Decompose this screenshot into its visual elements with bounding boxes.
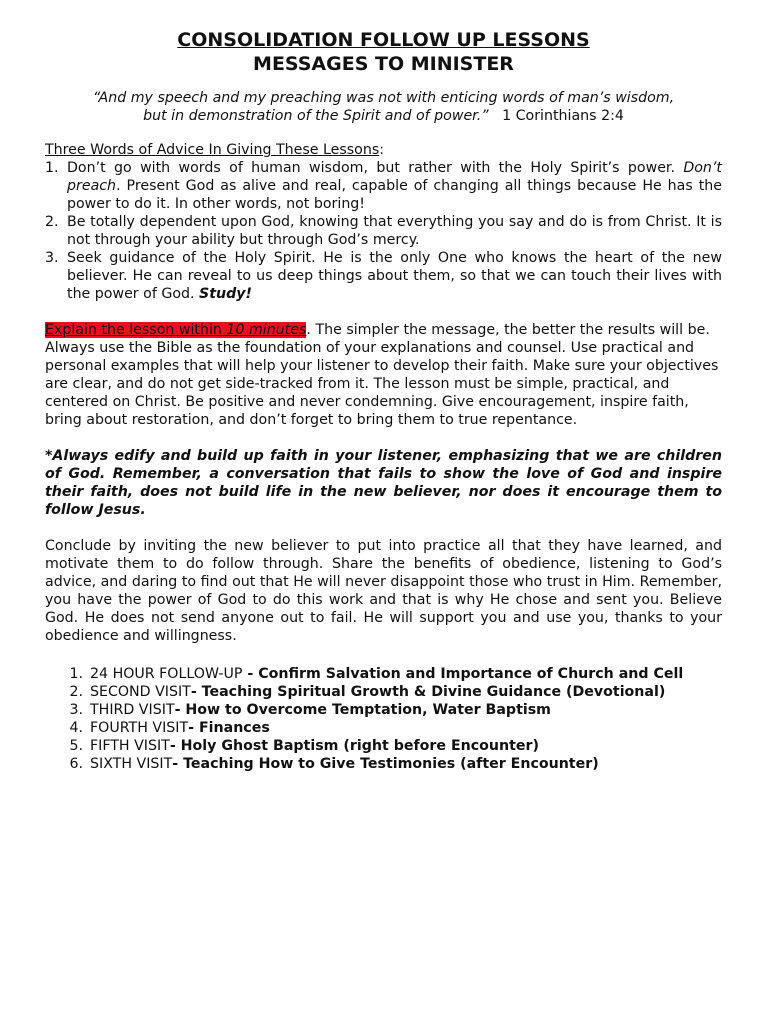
advice-heading-text: Three Words of Advice In Giving These Lessons <box>45 142 380 158</box>
scripture-quote <box>45 89 722 125</box>
visit-number: 4. <box>69 720 83 736</box>
advice-item-number: 3. <box>45 250 59 266</box>
emphasis-paragraph: *Always edify and build up faith in your listener, emphasizing that we are children of God. Remember, a conversation that fails to show the love of God and inspire their faith, does not build life in the new believer, nor does it encourage them to follow Jesus. <box>45 448 722 518</box>
highlighted-instruction <box>45 322 306 338</box>
advice-item-italic: Study! <box>199 286 253 302</box>
visit-label: 24 HOUR FOLLOW-UP <box>90 666 243 682</box>
advice-item-text-b: . Present God as alive and real, capable of changing all things because He has the power to do it. In other words, not boring! <box>67 178 722 212</box>
visit-description: - Teaching How to Give Testimonies (after Encounter) <box>172 756 599 772</box>
advice-item-text <box>67 249 722 303</box>
advice-item-text-a: Don’t go with words of human wisdom, but rather with the Holy Spirit’s power. <box>67 160 684 176</box>
visit-text <box>90 665 722 683</box>
visit-item <box>45 683 722 701</box>
document-title: CONSOLIDATION FOLLOW UP LESSONS <box>177 29 590 51</box>
quote-line-1: “And my speech and my preaching was not with enticing words of man’s wisdom, <box>92 90 675 106</box>
visit-number: 1. <box>69 666 83 682</box>
visit-item <box>45 719 722 737</box>
visits-list <box>45 665 722 773</box>
visit-text <box>90 719 722 737</box>
visit-number: 6. <box>69 756 83 772</box>
visit-description: - Teaching Spiritual Growth & Divine Guidance (Devotional) <box>190 684 666 700</box>
explain-text: . The simpler the message, the better the results will be. Always use the Bible as the foundation of your explanations and counsel. Use practical and personal examples that will help your listener to develop their faith. Make sure your objectives are clear, and do not get side-tracked from it. The lesson must be simple, practical, and centered on Christ. Be positive and never condemning. Give encouragement, inspire faith, bring about restoration, and don’t forget to bring them to true repentance. <box>45 322 719 428</box>
advice-item-number: 2. <box>45 214 59 230</box>
visit-description: - Holy Ghost Baptism (right before Encounter) <box>169 738 539 754</box>
advice-item <box>45 213 722 249</box>
visit-text <box>90 755 722 773</box>
visit-text <box>90 737 722 755</box>
visit-item <box>45 737 722 755</box>
advice-list <box>45 159 722 303</box>
visit-description: - How to Overcome Temptation, Water Baptism <box>174 702 551 718</box>
visit-label: THIRD VISIT <box>90 702 175 718</box>
conclusion-paragraph: Conclude by inviting the new believer to put into practice all that they have learned, and motivate them to do follow through. Share the benefits of obedience, listening to God’s advice, and daring to find out that He will never disappoint those who trust in Him. Remember, you have the power of God to do this work and that is why He chose and sent you. Believe God. He does not send anyone out to fail. He will support you and use you, thanks to your obedience and willingness. <box>45 538 722 644</box>
document-subtitle: MESSAGES TO MINISTER <box>253 53 514 75</box>
advice-item-italic: Don’t preach <box>67 160 722 194</box>
visit-number: 5. <box>69 738 83 754</box>
visit-label: FOURTH VISIT <box>90 720 189 736</box>
visit-item <box>45 701 722 719</box>
visit-description: - Confirm Salvation and Importance of Church and Cell <box>242 666 684 682</box>
advice-item-number: 1. <box>45 160 59 176</box>
visit-description: - Finances <box>188 720 270 736</box>
advice-item-text-a: Be totally dependent upon God, knowing that everything you say and do is from Christ. It is not through your ability but through God’s mercy. <box>67 214 722 248</box>
quote-reference: 1 Corinthians 2:4 <box>502 108 624 124</box>
advice-item-text <box>67 159 722 213</box>
advice-item <box>45 249 722 303</box>
visit-text <box>90 683 722 701</box>
document-page <box>45 28 722 773</box>
highlight-text-b: 10 minutes <box>226 322 307 338</box>
visit-item <box>45 755 722 773</box>
visit-number: 3. <box>69 702 83 718</box>
visit-text <box>90 701 722 719</box>
highlight-text-a: Explain the lesson within <box>45 322 227 338</box>
quote-line-2: but in demonstration of the Spirit and of power.” <box>143 108 489 124</box>
visit-number: 2. <box>69 684 83 700</box>
advice-item <box>45 159 722 213</box>
visit-item <box>45 665 722 683</box>
visit-label: SIXTH VISIT <box>90 756 173 772</box>
advice-heading: Three Words of Advice In Giving These Lessons: <box>45 142 385 158</box>
advice-item-text-a: Seek guidance of the Holy Spirit. He is the only One who knows the heart of the new believer. He can reveal to us deep things about them, so that we can touch their lives with the power of God. <box>67 250 722 302</box>
visit-label: FIFTH VISIT <box>90 738 170 754</box>
advice-item-text <box>67 213 722 249</box>
visit-label: SECOND VISIT <box>90 684 191 700</box>
explain-paragraph <box>45 321 722 429</box>
